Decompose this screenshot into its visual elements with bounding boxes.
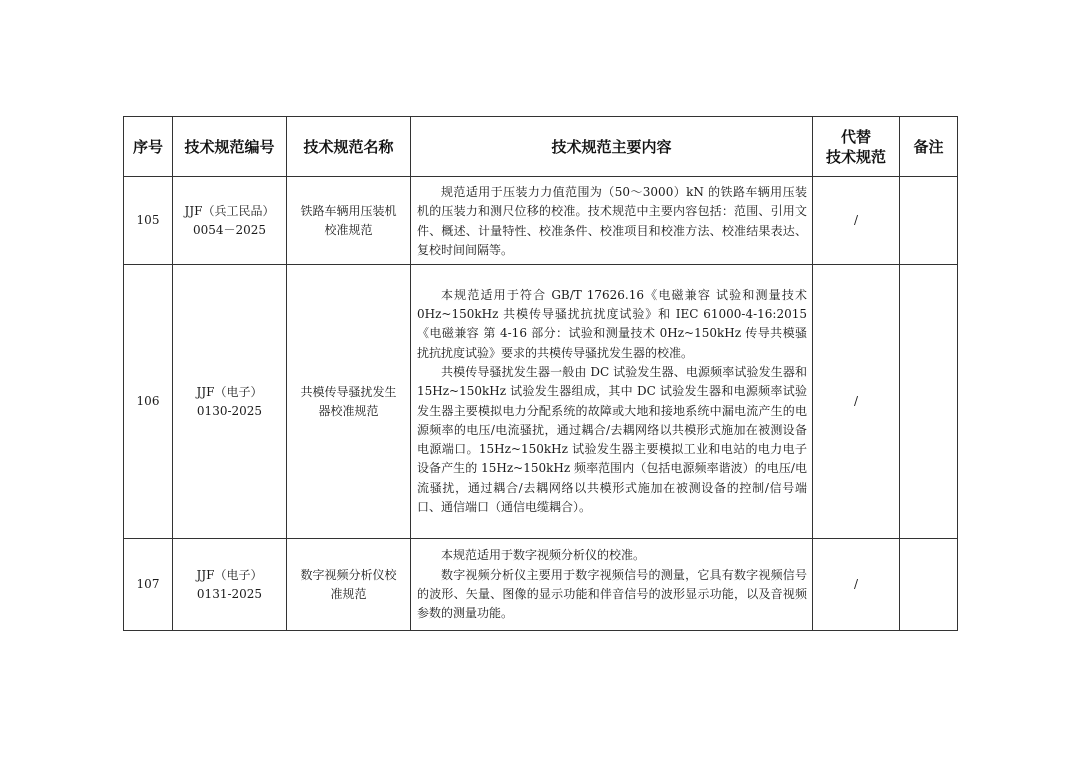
- content-paragraph: 共模传导骚扰发生器一般由 DC 试验发生器、电源频率试验发生器和 15Hz~150kHz 试验发生器组成，其中 DC 试验发生器和电源频率试验发生器主要模拟电力分配系统的故障或大地和接地系统中漏电流产生的电源频率的电压/电流骚扰，通过耦合/去耦网络以共模形式施加在被测设备电源端口。15Hz~150kHz 试验发生器主要模拟工业和电站的电力电子设备产生的 15Hz~150kHz 频率范围内（包括电源频率谐波）的电压/电流骚扰，通过耦合/去耦网络以共模形式施加在被测设备的控制/信号端口、通信端口（通信电缆耦合）。: [417, 364, 807, 514]
- row-note: [900, 539, 958, 631]
- row-code: [173, 539, 287, 631]
- header-code: 技术规范编号: [173, 117, 287, 177]
- row-name: [287, 177, 411, 265]
- content-paragraph: 数字视频分析仪主要用于数字视频信号的测量，它具有数字视频信号的波形、矢量、图像的显示功能和伴音信号的波形显示功能，以及音视频参数的测量功能。: [417, 567, 807, 621]
- content-paragraph: 本规范适用于数字视频分析仪的校准。: [441, 548, 646, 563]
- row-content: [411, 265, 813, 539]
- standards-table: [123, 116, 958, 631]
- table-row: [124, 177, 958, 265]
- row-replace: /: [813, 265, 900, 539]
- row-seq: 106: [124, 265, 173, 539]
- row-name-line1: 铁路车辆用压装机: [300, 203, 397, 218]
- content-paragraph: 本规范适用于符合 GB/T 17626.16《电磁兼容 试验和测量技术 0Hz~150kHz 共模传导骚扰抗扰度试验》和 IEC 61000-4-16:2015《电磁兼容 第 4-16 部分：试验和测量技术 0Hz~150kHz 传导共模骚扰抗扰度试验》要求的共模传导骚扰发生器的校准。: [417, 287, 807, 360]
- row-name-line2: 校准规范: [324, 222, 373, 237]
- row-content: [411, 539, 813, 631]
- header-note: 备注: [900, 117, 958, 177]
- table-header-row: [124, 117, 958, 177]
- header-content: 技术规范主要内容: [411, 117, 813, 177]
- row-name: [287, 265, 411, 539]
- row-name-line2: 器校准规范: [318, 403, 379, 418]
- header-replace-line2: 技术规范: [825, 147, 886, 166]
- row-code-line1: JJF（电子）: [196, 384, 263, 399]
- row-seq: 107: [124, 539, 173, 631]
- header-replace: [813, 117, 900, 177]
- row-content: [411, 177, 813, 265]
- row-replace: /: [813, 177, 900, 265]
- row-name-line1: 共模传导骚扰发生: [300, 384, 397, 399]
- header-seq: 序号: [124, 117, 173, 177]
- row-code-line1: JJF（电子）: [196, 567, 263, 582]
- row-replace: /: [813, 539, 900, 631]
- row-name-line2: 准规范: [330, 586, 367, 601]
- content-paragraph: 规范适用于压装力力值范围为（50～3000）kN 的铁路车辆用压装机的压装力和测尺位移的校准。技术规范中主要内容包括：范围、引用文件、概述、计量特性、校准条件、校准项目和校准方法、校准结果表达、复校时间间隔等。: [417, 184, 807, 257]
- header-name: 技术规范名称: [287, 117, 411, 177]
- table-row: [124, 539, 958, 631]
- row-note: [900, 265, 958, 539]
- row-seq: 105: [124, 177, 173, 265]
- row-code-line2: 0130-2025: [196, 403, 263, 418]
- row-name-line1: 数字视频分析仪校: [300, 567, 397, 582]
- row-name: [287, 539, 411, 631]
- row-note: [900, 177, 958, 265]
- row-code-line2: 0131-2025: [196, 586, 263, 601]
- row-code-line2: 0054－2025: [192, 222, 267, 237]
- header-replace-line1: 代替: [840, 127, 871, 146]
- row-code: [173, 265, 287, 539]
- table-row: [124, 265, 958, 539]
- row-code-line1: JJF（兵工民品）: [184, 203, 275, 218]
- row-code: [173, 177, 287, 265]
